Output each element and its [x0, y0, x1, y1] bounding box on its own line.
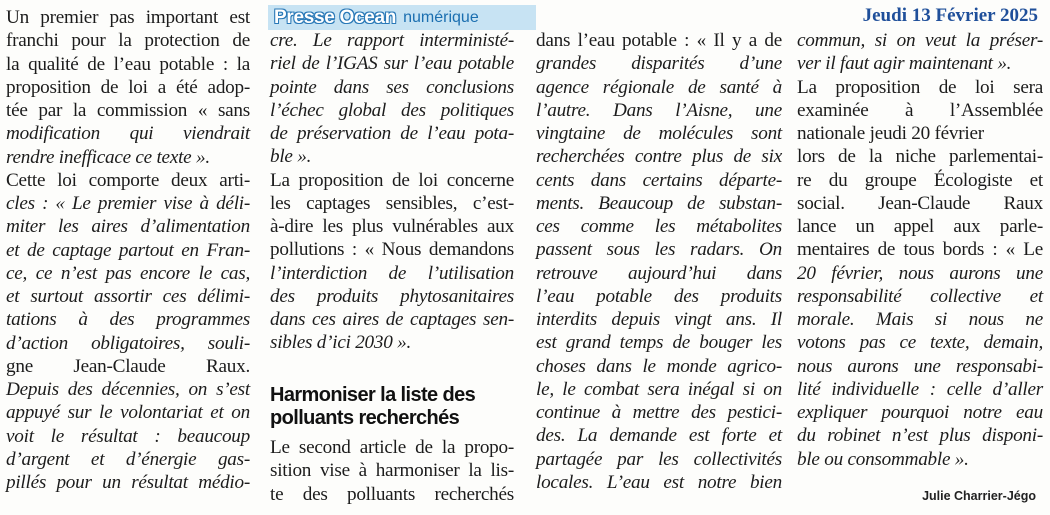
text-line: est grand temps de bouger les [536, 332, 782, 354]
newspaper-logo-subtitle: numérique [403, 8, 479, 26]
article-column-1 [6, 6, 250, 494]
text-line: pollutions : « Nous demandons [270, 239, 514, 261]
text-line: passent sous les radars. On [536, 239, 782, 261]
text-line: tations à des programmes [6, 309, 250, 331]
text-line: La proposition de loi sera [797, 76, 1043, 98]
text-line: examinée à l’Assemblée [797, 99, 1043, 121]
text-line: rendre inefficace ce texte ». [6, 146, 210, 168]
text-line: partagée par les collectivités [536, 448, 782, 470]
masthead [268, 5, 536, 30]
section-subheading [270, 384, 514, 430]
text-line: lance un appel aux parle- [797, 216, 1043, 237]
text-line: interdits depuis vingt ans. Il [536, 309, 782, 330]
text-line: te des polluants recherchés [270, 483, 514, 505]
text-line: ble ». [270, 146, 312, 168]
text-line: et de captage partout en Fran- [6, 239, 250, 261]
text-line: votons pas ce texte, demain, [797, 332, 1043, 354]
text-line: La proposition de loi concerne [270, 169, 514, 191]
text-line: Depuis des décennies, on s’est [6, 379, 250, 400]
subheading-line-1: Harmoniser la liste des [270, 384, 476, 406]
text-line: sibles d’ici 2030 ». [270, 332, 412, 354]
text-line: recherchées contre plus de six [536, 146, 782, 168]
text-line: ce, ce n’est pas encore le cas, [6, 262, 250, 284]
text-line: locales. L’eau est notre bien [536, 471, 782, 493]
text-line: morale. Mais si nous ne [797, 309, 1043, 330]
text-line: cre. Le rapport interministé- [270, 30, 514, 51]
text-line: 20 février, nous aurons une [797, 262, 1043, 284]
text-line: le, le combat sera inégal si on [536, 378, 782, 400]
text-line: Le second article de la propo- [270, 437, 514, 458]
text-line: appuyé sur le volontariat et on [6, 402, 250, 424]
text-line: agence régionale de santé à [536, 76, 782, 98]
text-line: commun, si on veut la préser- [797, 30, 1043, 51]
text-line: d’action obligatoires, souli- [6, 332, 250, 354]
text-line: la qualité de l’eau potable : la [6, 53, 250, 75]
article-column-4 [797, 29, 1043, 471]
text-line: l’échec global des politiques [270, 99, 514, 121]
text-line: franchi pour la protection de [6, 30, 250, 52]
text-line: tée par la commission « sans [6, 100, 250, 121]
text-line: nous aurons une responsabi- [797, 355, 1043, 377]
text-line: re du groupe Écologiste et [797, 169, 1043, 191]
text-line: lité individuelle : celle d’aller [797, 378, 1043, 400]
text-line: miter les aires d’alimentation [6, 216, 250, 238]
text-line: riel de l’IGAS sur l’eau potable [270, 53, 514, 75]
author-byline: Julie Charrier-Jégo [922, 489, 1036, 503]
text-line: des. La demande est forte et [536, 425, 782, 447]
text-line: de préservation de l’eau pota- [270, 123, 514, 144]
text-line: à-dire les plus vulnérables aux [270, 216, 514, 237]
text-line: dans ces aires de captages sen- [270, 309, 514, 330]
text-line: modification qui viendrait [6, 123, 250, 145]
text-line: du robinet n’est plus disponi- [797, 425, 1043, 447]
text-line: des produits phytosanitaires [270, 285, 514, 307]
text-line: dans l’eau potable : « Il y a de [536, 30, 782, 51]
text-line: nationale jeudi 20 février [797, 123, 984, 144]
text-line: ments. Beaucoup de substan- [536, 192, 782, 214]
article-column-2-continued [270, 436, 514, 506]
text-line: l’interdiction de l’utilisation [270, 262, 514, 284]
text-line: retrouve aujourd’hui dans [536, 262, 782, 284]
text-line: choses dans le monde agrico- [536, 355, 782, 377]
text-line: cents dans certains départe- [536, 169, 782, 191]
text-line: Cette loi comporte deux arti- [6, 169, 250, 191]
text-line: et surtout assortir ces délimi- [6, 286, 250, 307]
text-line: lors de la niche parlementai- [797, 146, 1043, 168]
text-line: cles : « Le premier vise à déli- [6, 193, 250, 214]
text-line: continue à mettre des pestici- [536, 402, 782, 423]
newspaper-logo: Presse Ocean [274, 6, 397, 28]
text-line: pointe dans ses conclusions [270, 76, 514, 98]
article-column-3 [536, 29, 782, 494]
text-line: proposition de loi a été adop- [6, 76, 250, 98]
text-line: expliquer pourquoi notre eau [797, 402, 1043, 423]
text-line: ble ou consommable ». [797, 448, 969, 470]
text-line: d’argent et d’énergie gas- [6, 448, 250, 470]
text-line: l’eau potable des produits [536, 285, 782, 307]
text-line: les captages sensibles, c’est- [270, 192, 514, 214]
publication-date: Jeudi 13 Février 2025 [862, 5, 1038, 26]
text-line: voit le résultat : beaucoup [6, 425, 250, 447]
text-line: ver il faut agir maintenant ». [797, 53, 1012, 75]
text-line: gne Jean-Claude Raux. [6, 355, 250, 377]
text-line: responsabilité collective et [797, 285, 1043, 307]
text-line: Un premier pas important est [6, 7, 250, 28]
article-column-2 [270, 29, 514, 355]
subheading-line-2: polluants recherchés [270, 407, 460, 429]
text-line: grandes disparités d’une [536, 53, 782, 75]
text-line: sition vise à harmoniser la lis- [270, 460, 514, 482]
text-line: l’autre. Dans l’Aisne, une [536, 99, 782, 121]
text-line: social. Jean-Claude Raux [797, 192, 1043, 214]
text-line: mentaires de tous bords : « Le [797, 239, 1043, 261]
text-line: pillés pour un résultat médio- [6, 472, 250, 493]
text-line: vingtaine de molécules sont [536, 123, 782, 144]
text-line: ces comme les métabolites [536, 216, 782, 237]
